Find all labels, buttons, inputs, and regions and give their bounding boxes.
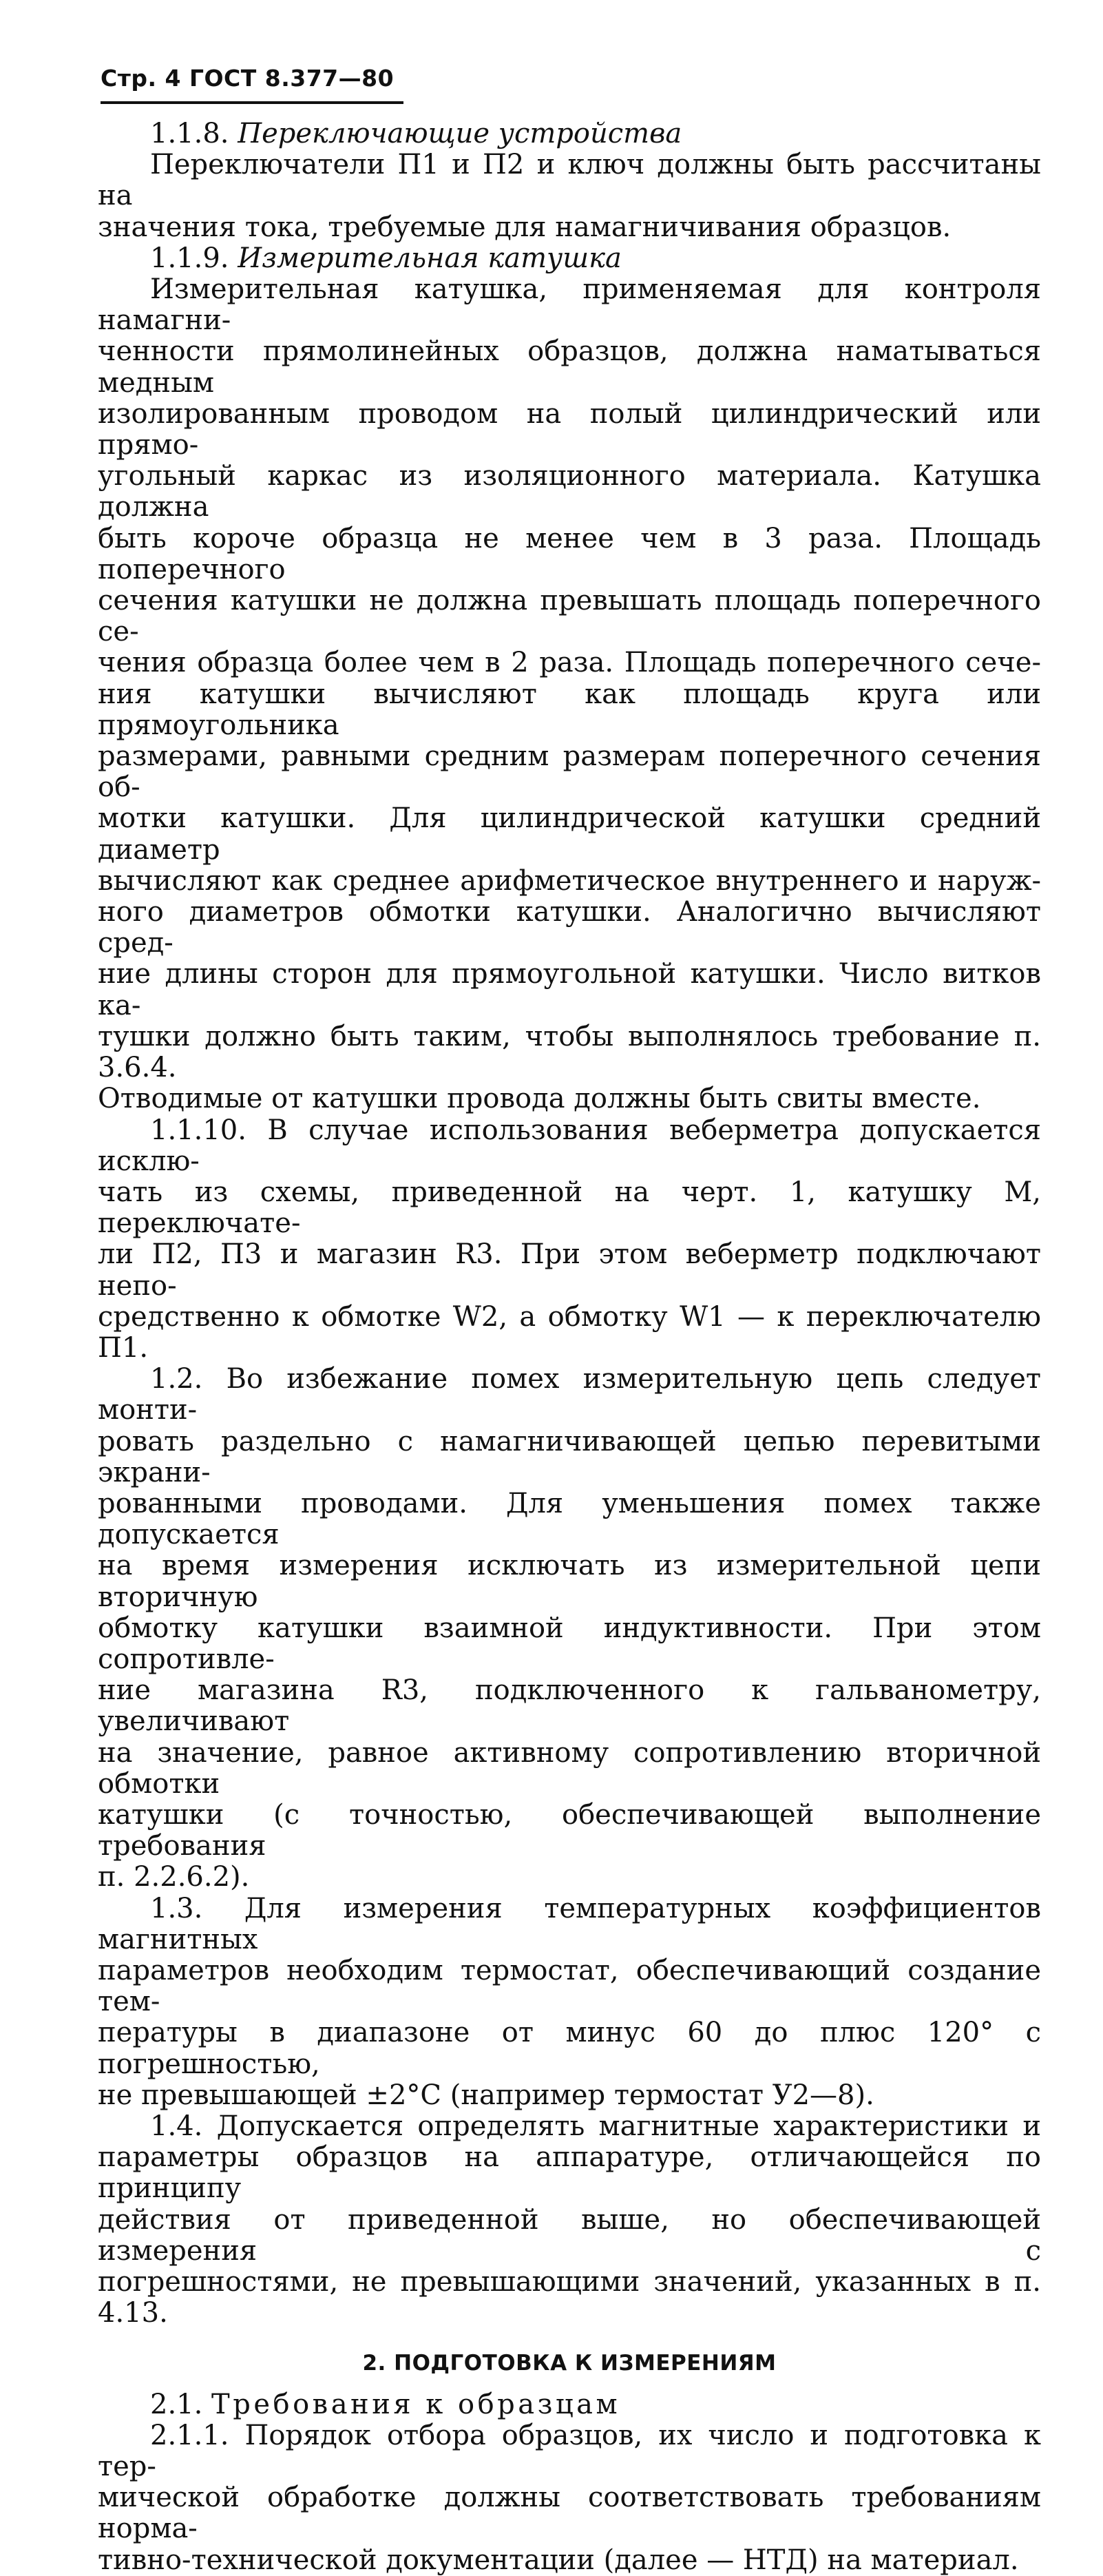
text-line: параметры образцов на аппаратуре, отличающейся по принципу — [98, 2141, 1041, 2205]
clause-2-1-1: 2.1.1. Порядок отбора образцов, их число и подготовка к тер- — [98, 2419, 1041, 2483]
text-line: ли П2, П3 и магазин R3. При этом веберметр подключают непо- — [98, 1238, 1041, 1302]
text-line: обмотку катушки взаимной индуктивности. При этом сопротивле- — [98, 1612, 1041, 1675]
text-line: Измерительная катушка, применяемая для контроля намагни- — [98, 273, 1041, 337]
text-line: быть короче образца не менее чем в 3 раза. Площадь поперечного — [98, 522, 1041, 585]
text-line: угольный каркас из изоляционного материала. Катушка должна — [98, 460, 1041, 523]
text-line: ченности прямолинейных образцов, должна наматываться медным — [98, 335, 1041, 399]
clause-number: 1.1.8. — [150, 118, 238, 149]
clause-title: Измерительная катушка — [238, 242, 622, 274]
text-line: размерами, равными средним размерам поперечного сечения об- — [98, 740, 1041, 804]
text-line: тушки должно быть таким, чтобы выполнялось требование п. 3.6.4. — [98, 1020, 1041, 1084]
text-line: значения тока, требуемые для намагничивания образцов. — [98, 211, 952, 243]
text-line: мической обработке должны соответствовать требованиям норма- — [98, 2482, 1041, 2545]
clause-1-2: 1.2. Во избежание помех измерительную цепь следует монти- — [98, 1363, 1041, 1426]
text-line: погрешностями, не превышающими значений, указанных в п. 4.13. — [98, 2266, 1041, 2329]
clause-title: Переключающие устройства — [238, 118, 682, 149]
text-line: на время измерения исключать из измерительной цепи вторичную — [98, 1550, 1041, 1613]
text-line: тивно-технической документации (далее — НТД) на материал. — [98, 2544, 1019, 2576]
text-line: средственно к обмотке W2, а обмотку W1 — к переключателю П1. — [98, 1300, 1041, 1364]
clause-1-1-10: 1.1.10. В случае использования веберметра допускается исклю- — [98, 1114, 1041, 1177]
text-line: Отводимые от катушки провода должны быть свиты вместе. — [98, 1083, 981, 1115]
text-line: пературы в диапазоне от минус 60 до плюс 120° с погрешностью, — [98, 2017, 1041, 2080]
section-2-title: 2. ПОДГОТОВКА К ИЗМЕРЕНИЯМ — [362, 2351, 777, 2376]
clause-1-1-9-heading — [98, 243, 1041, 274]
text-line: изолированным проводом на полый цилиндрический или прямо- — [98, 397, 1041, 461]
text-line: рованными проводами. Для уменьшения помех также допускается — [98, 1487, 1041, 1551]
clause-1-1-8-heading — [98, 118, 1041, 149]
text-line: чать из схемы, приведенной на черт. 1, катушку М, переключате- — [98, 1176, 1041, 1240]
clause-number: 2.1. — [150, 2388, 212, 2420]
clause-number: 1.1.9. — [150, 242, 238, 274]
text-line: на значение, равное активному сопротивлению вторичной обмотки — [98, 1736, 1041, 1800]
clause-title: Требования к образцам — [211, 2388, 621, 2420]
page-header: Стр. 4 ГОСТ 8.377—80 — [101, 65, 395, 92]
text-line: чения образца более чем в 2 раза. Площадь поперечного сече- — [98, 647, 1041, 679]
text-line: сечения катушки не должна превышать площадь поперечного се- — [98, 585, 1041, 648]
header-rule — [101, 101, 403, 104]
text-line: ного диаметров обмотки катушки. Аналогично вычисляют сред- — [98, 896, 1041, 959]
text-line: не превышающей ±2°С (например термостат У2—8). — [98, 2079, 874, 2111]
text-line: ния катушки вычисляют как площадь круга или прямоугольника — [98, 678, 1041, 741]
document-body — [98, 118, 1041, 2576]
clause-1-4: 1.4. Допускается определять магнитные характеристики и — [150, 2110, 1041, 2142]
text-line: ние длины сторон для прямоугольной катушки. Число витков ка- — [98, 958, 1041, 1021]
text-line: ровать раздельно с намагничивающей цепью перевитыми экрани- — [98, 1425, 1041, 1488]
text-line: п. 2.2.6.2). — [98, 1861, 250, 1893]
text-line: вычисляют как среднее арифметическое внутреннего и наруж- — [98, 864, 1041, 897]
text-line: катушки (с точностью, обеспечивающей выполнение требования — [98, 1798, 1041, 1862]
text-line: ние магазина R3, подключенного к гальванометру, увеличивают — [98, 1674, 1041, 1738]
text-line: мотки катушки. Для цилиндрической катушки средний диаметр — [98, 802, 1041, 866]
clause-2-1-heading — [98, 2389, 1041, 2420]
clause-1-3: 1.3. Для измерения температурных коэффициентов магнитных — [98, 1892, 1041, 1955]
text-line: Переключатели П1 и П2 и ключ должны быть рассчитаны на — [98, 149, 1041, 212]
text-line: параметров необходим термостат, обеспечивающий создание тем- — [98, 1954, 1041, 2018]
text-line: действия от приведенной выше, но обеспечивающей измерения с — [98, 2203, 1041, 2267]
